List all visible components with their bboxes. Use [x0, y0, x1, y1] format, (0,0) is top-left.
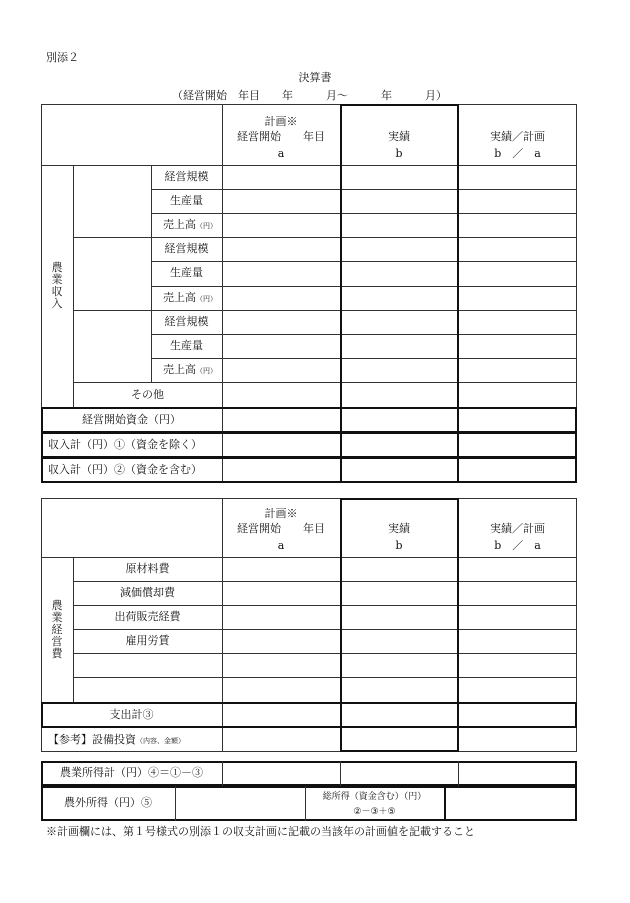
- document-title: 決算書: [298, 71, 332, 84]
- row-output: 生産量: [170, 266, 203, 279]
- gross-income-formula: ②－③＋⑤: [353, 807, 396, 817]
- row-depreciation: 減価償却費: [120, 586, 175, 599]
- row-other: その他: [131, 388, 164, 401]
- plan-header-a: a: [277, 539, 285, 552]
- annex-label: 別添２: [46, 51, 79, 64]
- actual-header-b: b: [395, 147, 403, 160]
- row-income-total-1: 収入計（円）①（資金を除く）: [48, 438, 202, 451]
- expense-side-label: 農業経営費: [51, 599, 63, 660]
- row-income-total-2: 収入計（円）②（資金を含む）: [48, 463, 202, 476]
- row-expense-total: 支出計③: [109, 708, 154, 721]
- row-scale: 経営規模: [164, 315, 209, 328]
- row-output: 生産量: [170, 194, 203, 207]
- farm-income-total: 農業所得計（円）④＝①－③: [60, 766, 203, 779]
- row-shipping: 出荷販売経費: [114, 610, 181, 623]
- plan-header-sub: 経営開始 年目: [237, 522, 325, 535]
- plan-header-sub: 経営開始 年目: [237, 130, 325, 143]
- row-output: 生産量: [170, 339, 203, 352]
- ratio-header-sub: b ／ a: [494, 539, 541, 552]
- footnote: ※計画欄には、第１号様式の別添１の収支計画に記載の当該年の計画値を記載すること: [46, 825, 475, 838]
- row-materials: 原材料費: [125, 562, 170, 575]
- plan-header: 計画※: [264, 507, 298, 520]
- row-labor: 雇用労賃: [125, 634, 170, 647]
- gross-income-label: 総所得（資金含む）（円）: [322, 792, 427, 802]
- income-side-label: 農業収入: [51, 261, 63, 310]
- row-sales: 売上高（円）: [163, 291, 217, 304]
- ratio-header: 実績／計画: [490, 522, 545, 535]
- row-sales: 売上高（円）: [163, 363, 217, 376]
- actual-header: 実績: [388, 522, 410, 535]
- row-scale: 経営規模: [164, 170, 209, 183]
- row-scale: 経営規模: [164, 242, 209, 255]
- row-sales: 売上高（円）: [163, 218, 217, 231]
- row-start-fund: 経営開始資金（円）: [82, 413, 181, 426]
- plan-header: 計画※: [264, 115, 298, 128]
- ratio-header-sub: b ／ a: [494, 147, 541, 160]
- ratio-header: 実績／計画: [490, 130, 545, 143]
- row-capex: 【参考】設備投資（内容、金額）: [48, 733, 185, 746]
- actual-header-b: b: [395, 539, 403, 552]
- nonfarm-income: 農外所得（円）⑤: [64, 796, 152, 809]
- period-line: （経営開始 年目 年 月～ 年 月）: [172, 89, 447, 102]
- plan-header-a: a: [277, 147, 285, 160]
- actual-header: 実績: [388, 130, 410, 143]
